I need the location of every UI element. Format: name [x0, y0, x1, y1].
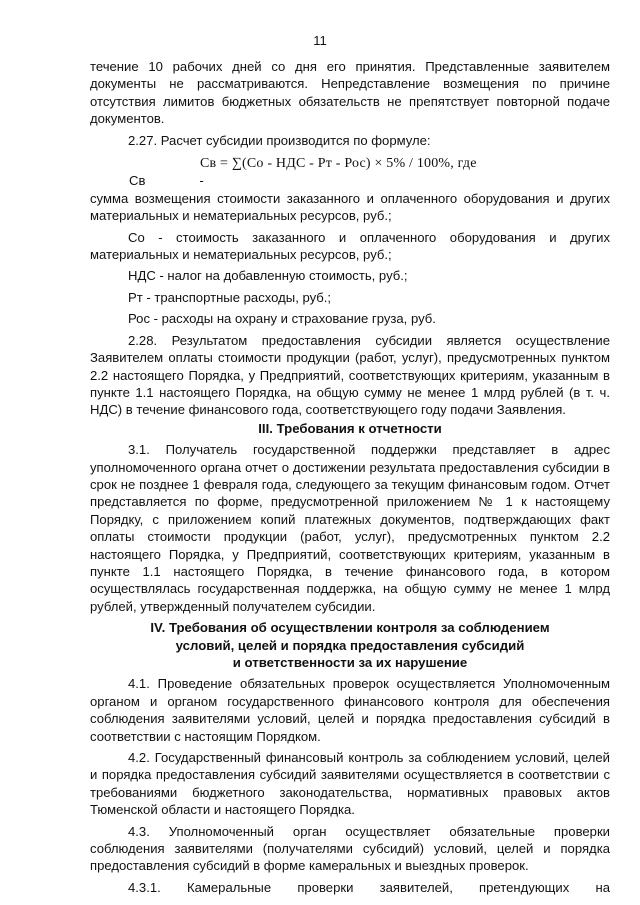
paragraph-4-2: 4.2. Государственный финансовый контроль за соблюдением условий, целей и порядка предоставления субсидий заявителями осуществляется в соответствии с требованиями бюджетного законодательства, нормативных правовых актов Тюменской области и настоящего Порядка. [90, 750, 610, 818]
variable-co-definition: Со - стоимость заказанного и оплаченного оборудования и других материальных и нематериальных ресурсов, руб.; [90, 229, 610, 263]
paragraph-2-28: 2.28. Результатом предоставления субсидии является осуществление Заявителем оплаты стоимости продукции (работ, услуг), предусмотренных пунктом 2.2 настоящего Порядка, у Предприятий, соответствующих критериям, указанным в пункте 1.1 настоящего Порядка, на общую сумму не менее 1 млрд рублей (в т. ч. НДС) в течение финансового года, соответствующего году подачи Заявления. [90, 332, 610, 418]
variable-cv-definition: сумма возмещения стоимости заказанного и оплаченного оборудования и других материальных и нематериальных ресурсов, руб.; [90, 190, 610, 224]
paragraph-continuation: течение 10 рабочих дней со дня его принятия. Представленные заявителем документы не рассматриваются. Непредставление возмещения по причине отсутствия лимитов бюджетных обязательств не препятствует повторной подаче документов. [90, 59, 610, 127]
paragraph-4-3: 4.3. Уполномоченный орган осуществляет обязательные проверки соблюдения заявителями (получателями субсидий) условий, целей и порядка предоставления субсидий в форме камеральных и выездных проверок. [90, 823, 610, 874]
paragraph-4-3-1: 4.3.1. Камеральные проверки заявителей, претендующих на [128, 879, 610, 895]
variable-nds-definition: НДС - налог на добавленную стоимость, руб.; [128, 268, 408, 284]
variable-ros-definition: Рос - расходы на охрану и страхование груза, руб. [128, 311, 436, 327]
page-number: 11 [313, 33, 327, 48]
section-4-heading-line-2: условий, целей и порядка предоставления субсидий [175, 637, 525, 653]
paragraph-4-1: 4.1. Проведение обязательных проверок осуществляется Уполномоченным органом и органом государственного финансового контроля для обеспечения соблюдения заявителями условий, целей и порядка предоставления субсидий в соответствии с настоящим Порядком. [90, 676, 610, 744]
section-4-heading-line-3: и ответственности за их нарушение [232, 655, 468, 670]
variable-cv: Св [129, 173, 146, 189]
paragraph-2-27: 2.27. Расчет субсидии производится по формуле: [128, 132, 431, 148]
document-body [90, 58, 610, 896]
subsidy-formula: Св = ∑(Со - НДС - Рт - Рос) × 5% / 100%, где [200, 156, 477, 172]
formula-line [90, 154, 610, 172]
section-3-heading: III. Требования к отчетности [258, 420, 442, 436]
variable-rt-definition: Рт - транспортные расходы, руб.; [128, 289, 332, 305]
section-4-heading-line-1: IV. Требования об осуществлении контроля за соблюдением [150, 620, 550, 636]
variable-cv-dash: - [199, 173, 204, 189]
variable-cv-label-line [90, 172, 610, 189]
paragraph-3-1: 3.1. Получатель государственной поддержки представляет в адрес уполномоченного органа отчет о достижении результата предоставления субсидии в срок не позднее 1 февраля года, следующего за текущим финансовым годом. Отчет представляется по форме, предусмотренной приложением № 1 к настоящему Порядку, с приложением копий платежных документов, подтверждающих факт оплаты стоимости продукции (работ, услуг), предусмотренных пунктом 2.2 настоящего Порядка, у Предприятий, соответствующих критериям, указанным в пункте 1.1 настоящего Порядка, в течение финансового года, в котором осуществлялась государственная поддержка, на общую сумму не менее 1 млрд рублей, утвержденный получателем субсидии. [90, 442, 610, 614]
